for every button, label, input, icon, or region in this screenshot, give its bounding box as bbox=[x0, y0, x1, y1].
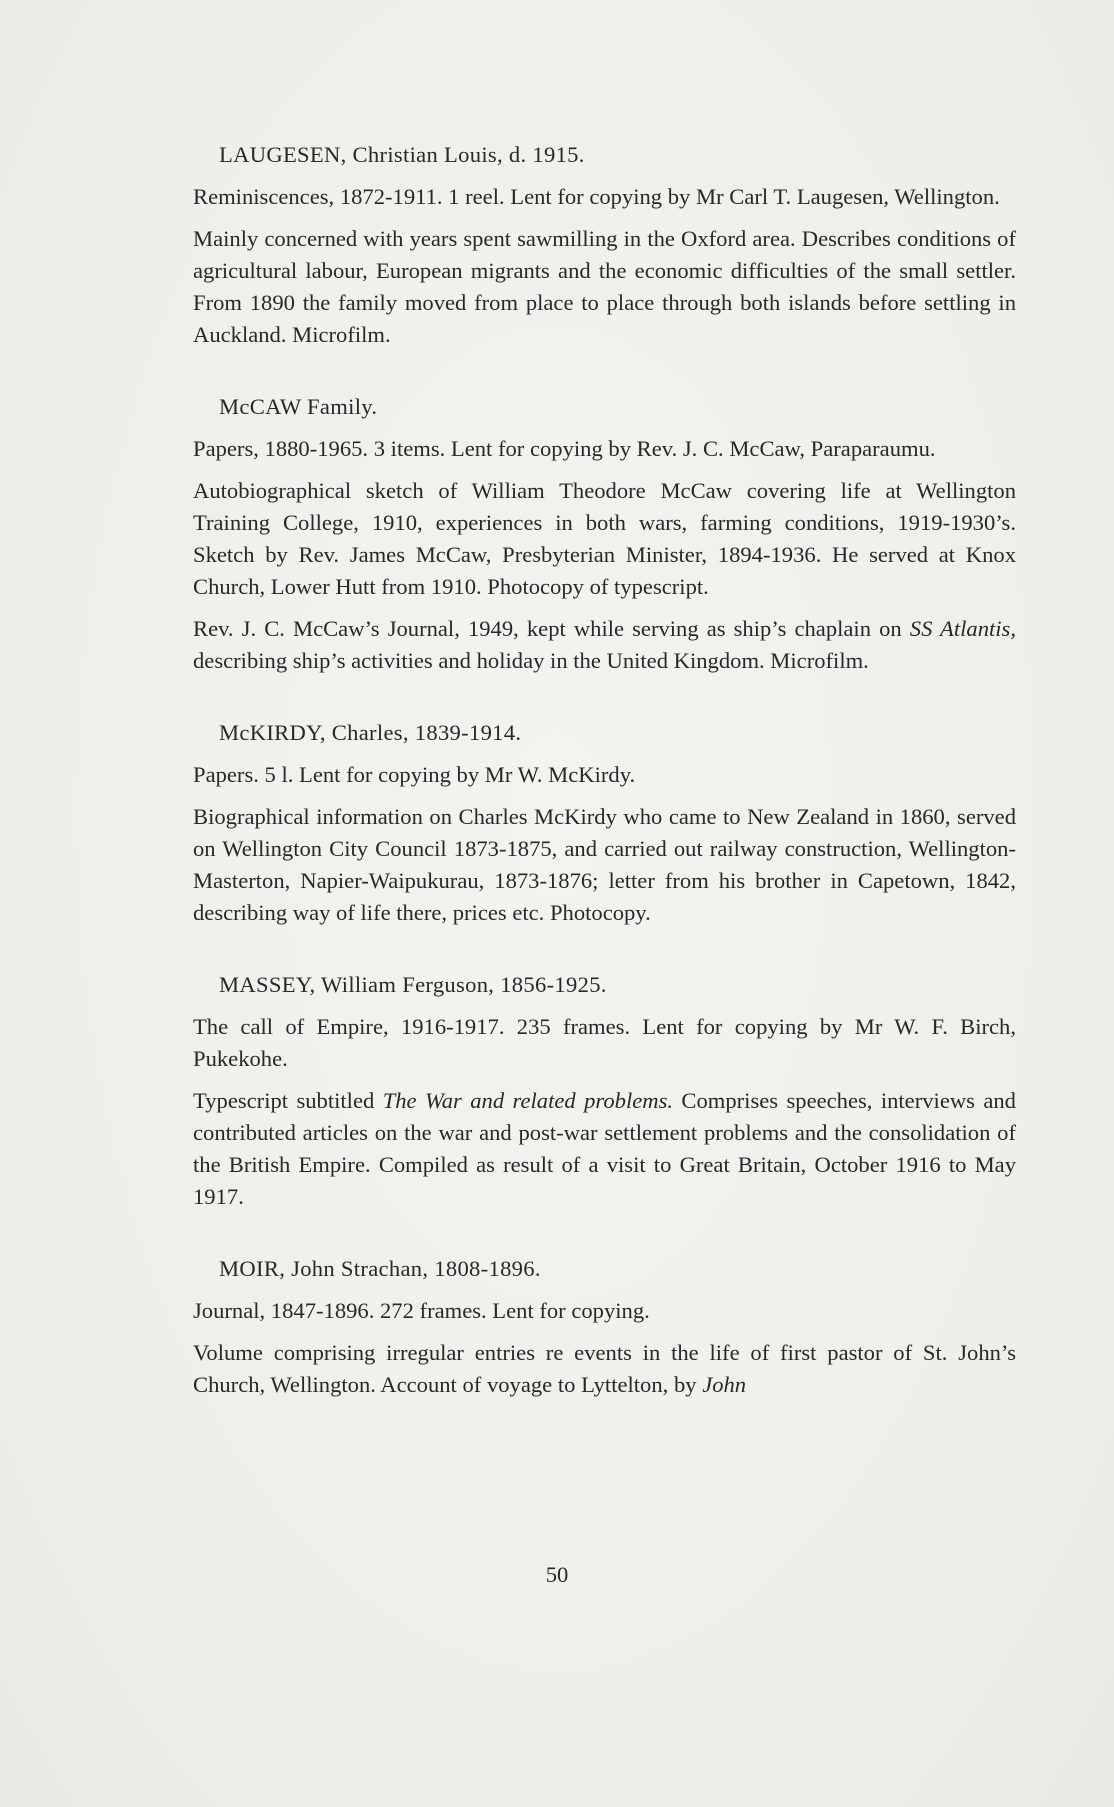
page-number: 50 bbox=[545, 1562, 569, 1587]
text-run: Biographical information on Charles McKirdy who came to New Zealand in 1860, served on Wellington City Council 1873-1875, and carried out railway construction, Wellington-Masterton, Napier-Waipukurau, 1873-1876; letter from his brother in Capetown, 1842, describing way of life there, prices etc. Photocopy. bbox=[193, 804, 1016, 925]
text-run: Reminiscences, 1872-1911. 1 reel. Lent for copying by Mr Carl T. Laugesen, Wellington. bbox=[193, 184, 1000, 209]
catalogue-entry bbox=[193, 717, 1016, 929]
italic-text: The War and related problems. bbox=[382, 1088, 674, 1113]
entry-heading: MASSEY, William Ferguson, 1856-1925. bbox=[219, 972, 607, 997]
entry-description bbox=[193, 1337, 1016, 1401]
italic-text: John bbox=[702, 1372, 747, 1397]
text-run: Journal, 1847-1896. 272 frames. Lent for copying. bbox=[193, 1298, 650, 1323]
entry-holding bbox=[193, 433, 1016, 465]
text-run: The call of Empire, 1916-1917. 235 frames. Lent for copying by Mr W. F. Birch, Pukekohe. bbox=[193, 1014, 1016, 1071]
text-run: Volume comprising irregular entries re events in the life of first pastor of St. John’s Church, Wellington. Account of voyage to Lyttelton, by bbox=[193, 1340, 1016, 1397]
text-run: Papers, 1880-1965. 3 items. Lent for copying by Rev. J. C. McCaw, Paraparaumu. bbox=[193, 436, 936, 461]
entry-description bbox=[193, 223, 1016, 351]
entry-description bbox=[193, 801, 1016, 929]
italic-text: SS Atlantis, bbox=[909, 616, 1016, 641]
entry-holding bbox=[193, 181, 1016, 213]
entry-holding bbox=[193, 1295, 1016, 1327]
text-run: Comprises speeches, interviews and contributed articles on the war and post-war settlement problems and the consolidation of the British Empire. Compiled as result of a visit to Great Britain, October 1916 to May 1917. bbox=[193, 1088, 1016, 1209]
catalogue-entry bbox=[193, 139, 1016, 351]
text-run: describing ship’s activities and holiday in the United Kingdom. Microfilm. bbox=[193, 648, 869, 673]
text-run: Papers. 5 l. Lent for copying by Mr W. McKirdy. bbox=[193, 762, 636, 787]
text-run: Rev. J. C. McCaw’s Journal, 1949, kept while serving as ship’s chaplain on bbox=[193, 616, 910, 641]
entry-heading: McKIRDY, Charles, 1839-1914. bbox=[219, 720, 522, 745]
text-run: Autobiographical sketch of William Theodore McCaw covering life at Wellington Training College, 1910, experiences in both wars, farming conditions, 1919-1930’s. Sketch by Rev. James McCaw, Presbyterian Minister, 1894-1936. He served at Knox Church, Lower Hutt from 1910. Photocopy of typescript. bbox=[193, 478, 1016, 599]
entry-description bbox=[193, 1085, 1016, 1213]
text-run: Typescript subtitled bbox=[193, 1088, 383, 1113]
text-run: Mainly concerned with years spent sawmilling in the Oxford area. Describes conditions of agricultural labour, European migrants and the economic difficulties of the small settler. From 1890 the family moved from place to place through both islands before settling in Auckland. Microfilm. bbox=[193, 226, 1016, 347]
catalogue-entry bbox=[193, 1253, 1016, 1401]
entry-holding bbox=[193, 1011, 1016, 1075]
entry-description bbox=[193, 475, 1016, 603]
entry-heading: McCAW Family. bbox=[219, 394, 378, 419]
entry-heading: MOIR, John Strachan, 1808-1896. bbox=[219, 1256, 541, 1281]
entry-heading: LAUGESEN, Christian Louis, d. 1915. bbox=[219, 142, 585, 167]
catalogue-entry bbox=[193, 391, 1016, 677]
entry-holding bbox=[193, 759, 1016, 791]
catalogue-entry bbox=[193, 969, 1016, 1213]
entry-description bbox=[193, 613, 1016, 677]
catalogue-entries bbox=[193, 139, 1016, 1441]
